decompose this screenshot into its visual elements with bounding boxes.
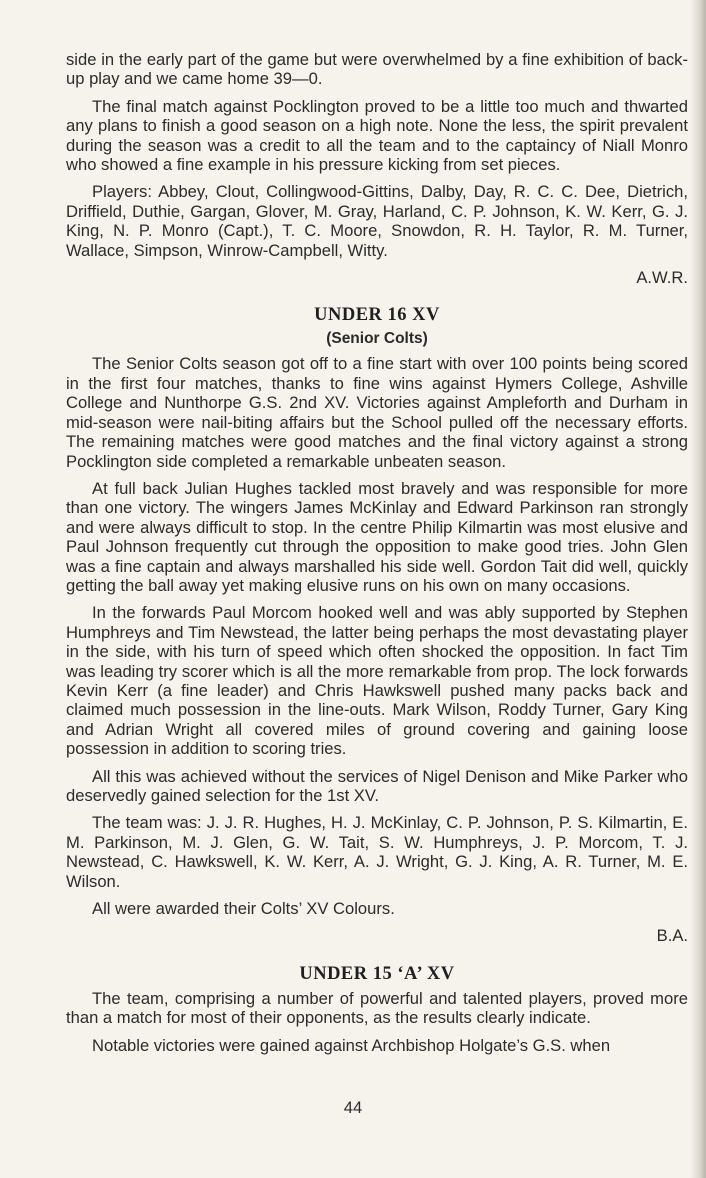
heading-under-15: UNDER 15 ‘A’ XV — [299, 963, 455, 984]
subheading-senior-colts: (Senior Colts) — [326, 330, 428, 348]
page-number: 44 — [343, 1098, 363, 1117]
paragraph-u16-services: All this was achieved without the services of Nigel Denison and Mike Parker who deservedly gained selection for the 1st XV. — [66, 766, 688, 805]
paragraph-u16-colours: All were awarded their Colts’ XV Colours. — [92, 899, 395, 919]
paragraph-u16-season: The Senior Colts season got off to a fine start with over 100 points being scored in the first four matches, thanks to fine wins against Hymers College, Ashville College and Nunthorpe G.S. 2nd XV. Victories against Ampleforth and Durham in mid-season were nail-biting affairs but the School pulled off the necessary efforts. The remaining matches were good matches and the final victory against a strong Pocklington side completed a remarkable unbeaten season. — [66, 354, 688, 471]
paragraph-u16-team: The team was: J. J. R. Hughes, H. J. McKinlay, C. P. Johnson, P. S. Kilmartin, E. M. Parkinson, M. J. Glen, G. W. Tait, S. W. Humphreys, J. P. Morcom, T. J. Newstead, C. Hawkswell, K. W. Kerr, A. J. Wright, G. J. King, A. R. Turner, M. E. Wilson. — [66, 813, 688, 891]
paragraph-continuation: side in the early part of the game but were overwhelmed by a fine exhibition of back-up play and we came home 39—0. — [66, 50, 688, 89]
paragraph-final-match: The final match against Pocklington proved to be a little too much and thwarted any plans to finish a good season on a high note. None the less, the spirit prevalent during the season was a credit to all the team and to the captaincy of Niall Monro who showed a fine example in his pressure kicking from set pieces. — [66, 96, 688, 175]
paragraph-u15-team: The team, comprising a number of powerful and talented players, proved more than a match for most of their opponents, as the results clearly indicate. — [66, 988, 688, 1028]
paragraph-players: Players: Abbey, Clout, Collingwood-Gittins, Dalby, Day, R. C. C. Dee, Dietrich, Driffield, Duthie, Gargan, Glover, M. Gray, Harland, C. P. Johnson, K. W. Kerr, G. J. King, N. P. Monro (Capt.), T. C. Moore, Snowdon, R. H. Taylor, R. M. Turner, Wallace, Simpson, Winrow-Campbell, Witty. — [66, 182, 688, 260]
document-page — [66, 50, 688, 1063]
paragraph-u16-forwards: In the forwards Paul Morcom hooked well and was ably supported by Stephen Humphreys and Tim Newstead, the latter being perhaps the most devastating player in the side, with his turn of speed which often shocked the opposition. In fact Tim was leading try scorer which is all the more remarkable from prop. The lock forwards Kevin Kerr (a fine leader) and Chris Hawkswell pushed many packs back and claimed much possession in the line-outs. Mark Wilson, Roddy Turner, Gary King and Adrian Wright all covered miles of ground covering and gaining loose possession in addition to scoring tries. — [66, 603, 688, 759]
signature-awr: A.W.R. — [636, 268, 688, 288]
paragraph-u16-backs: At full back Julian Hughes tackled most bravely and was responsible for more than one victory. The wingers James McKinlay and Edward Parkinson ran strongly and were always difficult to stop. In the centre Philip Kilmartin was most elusive and Paul Johnson frequently cut through the opposition to make good tries. John Glen was a fine captain and always marshalled his side well. Gordon Tait did well, quickly getting the ball away yet making elusive runs on his own on many occasions. — [66, 478, 688, 595]
heading-under-16: UNDER 16 XV — [314, 305, 440, 326]
paragraph-u15-victories: Notable victories were gained against Archbishop Holgate’s G.S. when — [92, 1035, 611, 1055]
signature-ba: B.A. — [656, 926, 688, 946]
page-edge-shadow — [690, 0, 706, 1178]
